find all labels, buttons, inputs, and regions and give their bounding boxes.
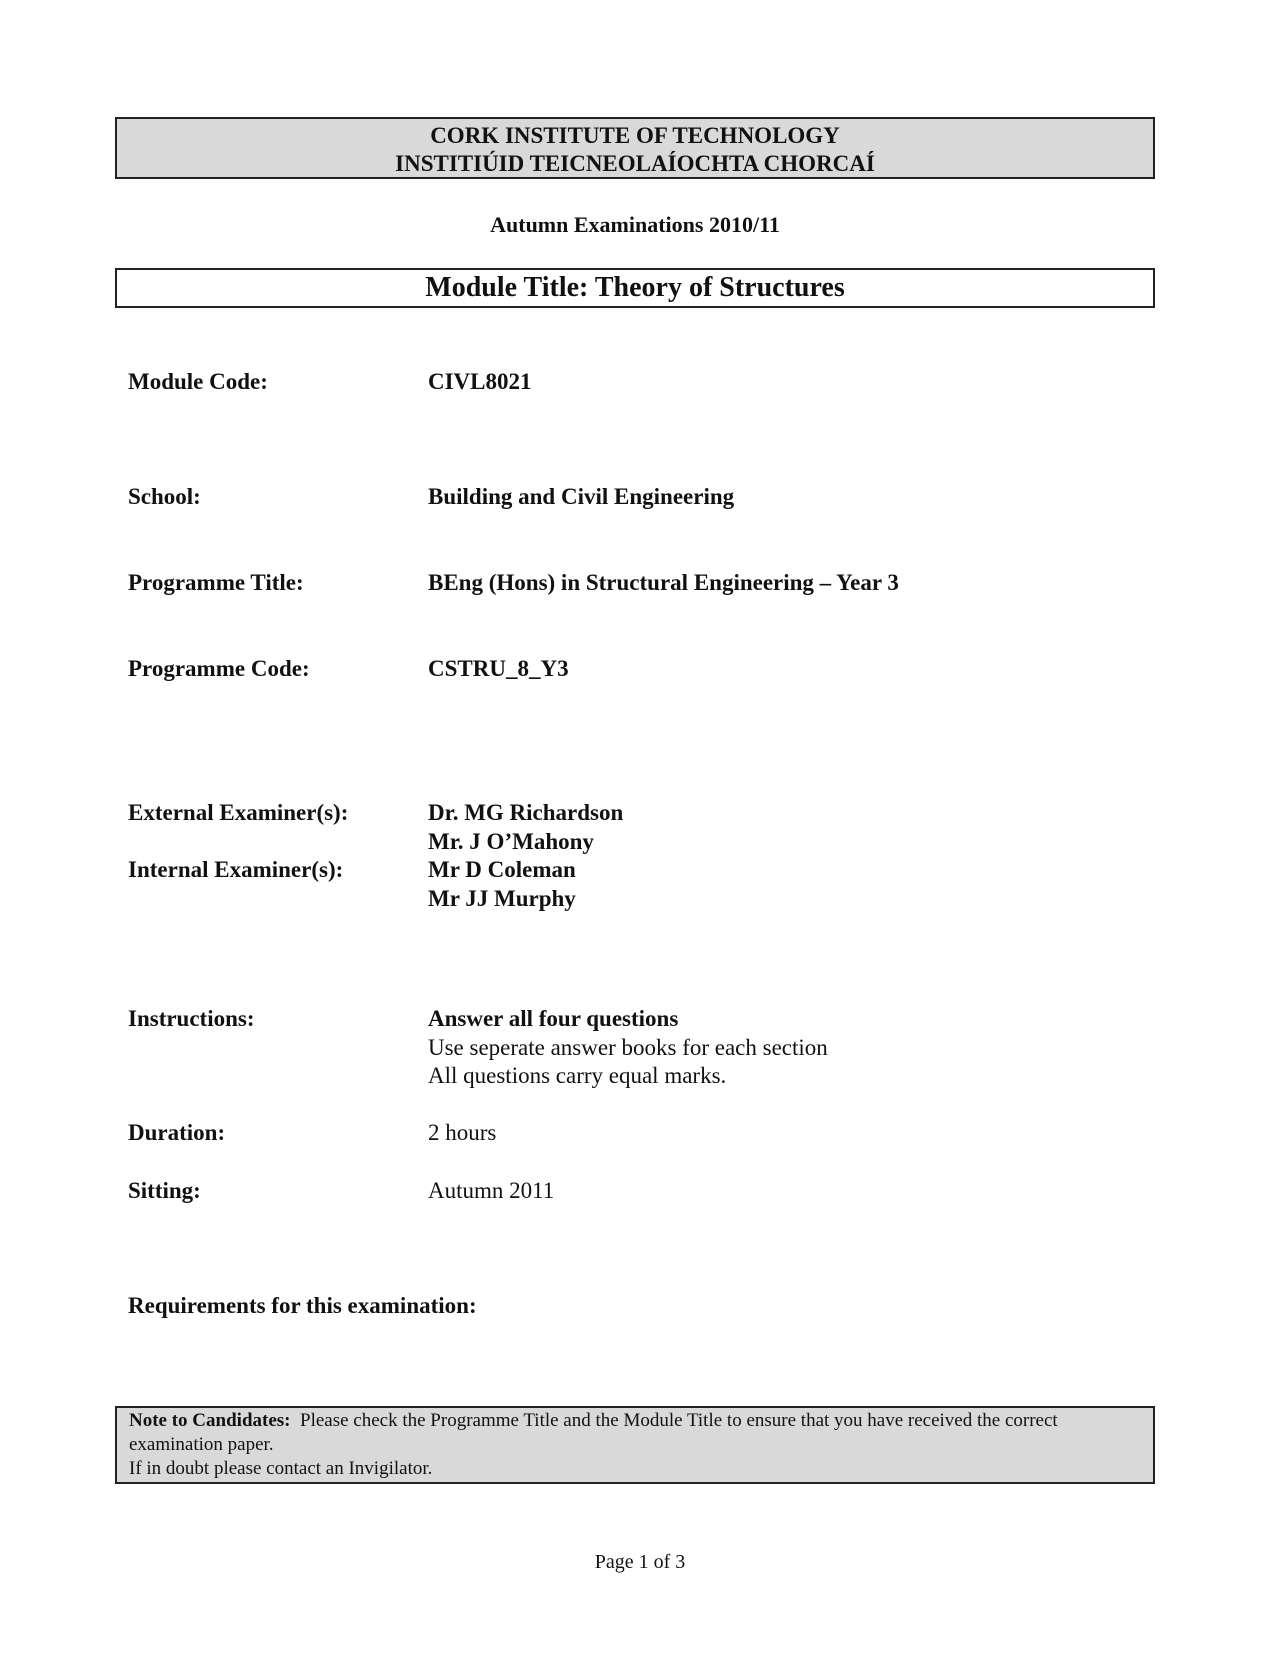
institution-name-english: CORK INSTITUTE OF TECHNOLOGY	[430, 123, 840, 148]
institution-name-irish: INSTITIÚID TEICNEOLAÍOCHTA CHORCAÍ	[395, 151, 875, 176]
programme-code-label: Programme Code:	[128, 656, 310, 681]
examiner-name: Mr D Coleman	[428, 857, 576, 882]
instruction-line: Answer all four questions	[428, 1006, 679, 1031]
programme-title-label: Programme Title:	[128, 570, 304, 595]
note-text-invigilator: If in doubt please contact an Invigilator.	[129, 1458, 433, 1479]
examiner-name: Dr. MG Richardson	[428, 800, 624, 825]
page-number: Page 1 of 3	[594, 1551, 686, 1573]
programme-code-value: CSTRU_8_Y3	[428, 656, 569, 681]
school-value: Building and Civil Engineering	[428, 484, 735, 509]
institution-header	[115, 117, 1155, 179]
instructions-label: Instructions:	[128, 1006, 255, 1031]
instruction-line: All questions carry equal marks.	[428, 1063, 727, 1088]
note-text: Please check the Programme Title and the Module Title to ensure that you have received the correct examination paper.	[129, 1410, 1058, 1455]
module-code-label: Module Code:	[128, 369, 268, 394]
sitting-label: Sitting:	[128, 1178, 201, 1203]
examiner-name: Mr JJ Murphy	[428, 885, 576, 911]
instruction-line: Use seperate answer books for each section	[428, 1034, 828, 1060]
module-title: Module Title: Theory of Structures	[115, 268, 1155, 308]
internal-examiners-label: Internal Examiner(s):	[128, 857, 344, 882]
duration-label: Duration:	[128, 1120, 226, 1145]
note-lead: Note to Candidates:	[129, 1410, 291, 1431]
exam-session: Autumn Examinations 2010/11	[490, 212, 780, 237]
note-to-candidates	[115, 1406, 1155, 1484]
examiner-name: Mr. J O’Mahony	[428, 828, 594, 854]
requirements-label: Requirements for this examination:	[128, 1293, 477, 1318]
examiners-list	[428, 799, 623, 913]
school-label: School:	[128, 484, 201, 509]
instructions-text	[428, 1005, 828, 1091]
sitting-value: Autumn 2011	[428, 1178, 555, 1203]
duration-value: 2 hours	[428, 1120, 497, 1145]
programme-title-value: BEng (Hons) in Structural Engineering – Year 3	[428, 570, 899, 595]
external-examiners-label: External Examiner(s):	[128, 800, 349, 825]
module-code-value: CIVL8021	[428, 369, 532, 394]
